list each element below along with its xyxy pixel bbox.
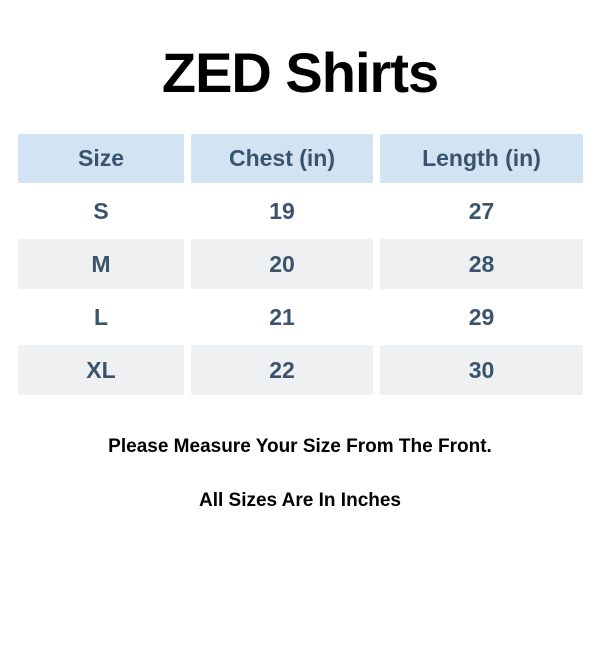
- table-cell-xl-size: XL: [18, 345, 184, 395]
- header-cell-chest: Chest (in): [191, 134, 373, 183]
- table-cell-s-size: S: [18, 186, 184, 236]
- page-title: ZED Shirts: [161, 41, 439, 104]
- units-note: All Sizes Are In Inches: [198, 490, 402, 511]
- header-cell-length: Length (in): [380, 134, 583, 183]
- table-cell-l-chest: 21: [191, 292, 373, 342]
- table-cell-s-chest: 19: [191, 186, 373, 236]
- table-cell-s-length: 27: [380, 186, 583, 236]
- table-cell-l-length: 29: [380, 292, 583, 342]
- measure-note: Please Measure Your Size From The Front.: [108, 436, 492, 457]
- table-cell-m-chest: 20: [191, 239, 373, 289]
- table-cell-xl-chest: 22: [191, 345, 373, 395]
- table-cell-m-length: 28: [380, 239, 583, 289]
- header-cell-size: Size: [18, 134, 184, 183]
- table-cell-m-size: M: [18, 239, 184, 289]
- table-cell-xl-length: 30: [380, 345, 583, 395]
- size-table: [18, 134, 583, 395]
- table-cell-l-size: L: [18, 292, 184, 342]
